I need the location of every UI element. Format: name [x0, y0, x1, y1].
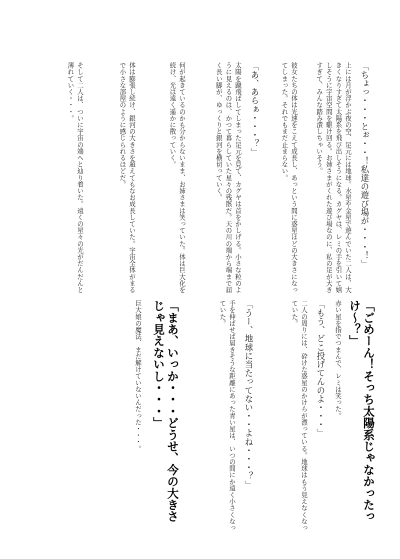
narration-paragraph-9: 手を伸ばせば届きそうな距離にあった青い星は、いつの間にか遠く小さくなっていた。 [218, 300, 236, 531]
dialog-line-6: 「まあ、いっか・・・どうせ、今の大きさじゃ見えないし・・・」 [152, 300, 180, 523]
dialog-line-3: 「ごめーん！そっち太陽系じゃなかったっけ〜？」 [348, 300, 376, 523]
narration-paragraph-8: 二人の周りには、砕けた惑星のかけらが漂っている。地球はもう見えなくなっていた。 [290, 300, 308, 531]
narration-paragraph-5: 体は膨張し続け、銀河の大きさを超えてもなお成長していた。宇宙全体がまるで小さな部屋のように感じられるほどだ。 [118, 62, 136, 293]
narration-paragraph-1: 上には月が浮かぶ夜の空、足元には地球。水星や金星で遊んでいた二人は、大きくなりすぎて太陽系を飛び出しそうになる。カグヤは、レミの手を引いて嬉しそうに宇宙空間を駆け回る。お姉さまがくれた遊び場なのに、私の足が大きすぎて、みんな踏み潰しちゃいそう。 [315, 62, 352, 293]
narration-paragraph-2: 彼女たちの体は光速をこえて成長し、あっという間に惑星ほどの大きさになってしまった。それでもまだ止まらない。 [280, 62, 298, 293]
narration-paragraph-10: 巨大娘の魔法、まだ解けていないんだった・・・。 [134, 300, 142, 452]
narration-paragraph-7: 赤い星を指でつまんで、レミは笑った。 [334, 300, 342, 419]
dialog-line-5: 「うー、地球に当たってない・・よね・・・？」 [244, 300, 254, 489]
dialog-line-2: 「あ、あらぁ・・・？」 [250, 62, 260, 157]
narration-paragraph-6: そして二人は、ついに宇宙の端へと辿り着いた。遠くの星々の光がだんだんと薄れていく・・・。 [66, 62, 84, 293]
narration-paragraph-3: 太陽を蹴飛ばしてしまった足元を見て、カグヤは首をかしげる。小さな粒のように見えるのは、かつて暮らしていた星々の残骸だ。天の川の端から端まで届く長い脚が、ゆっくりと銀河を横切っていく。 [214, 62, 242, 293]
dialog-line-4: 「もう、どこ投げてんのよ・・・」 [316, 300, 326, 438]
narration-paragraph-4: 何が起きているのかも分からないまま、お姉さまは笑っていた。体は巨大化を続け、光は遠く遥かに散っていく。 [168, 62, 186, 293]
dialog-line-1: 「ちょっ・・・とぉ・・！私達の遊び場が・・・！」 [360, 62, 370, 269]
